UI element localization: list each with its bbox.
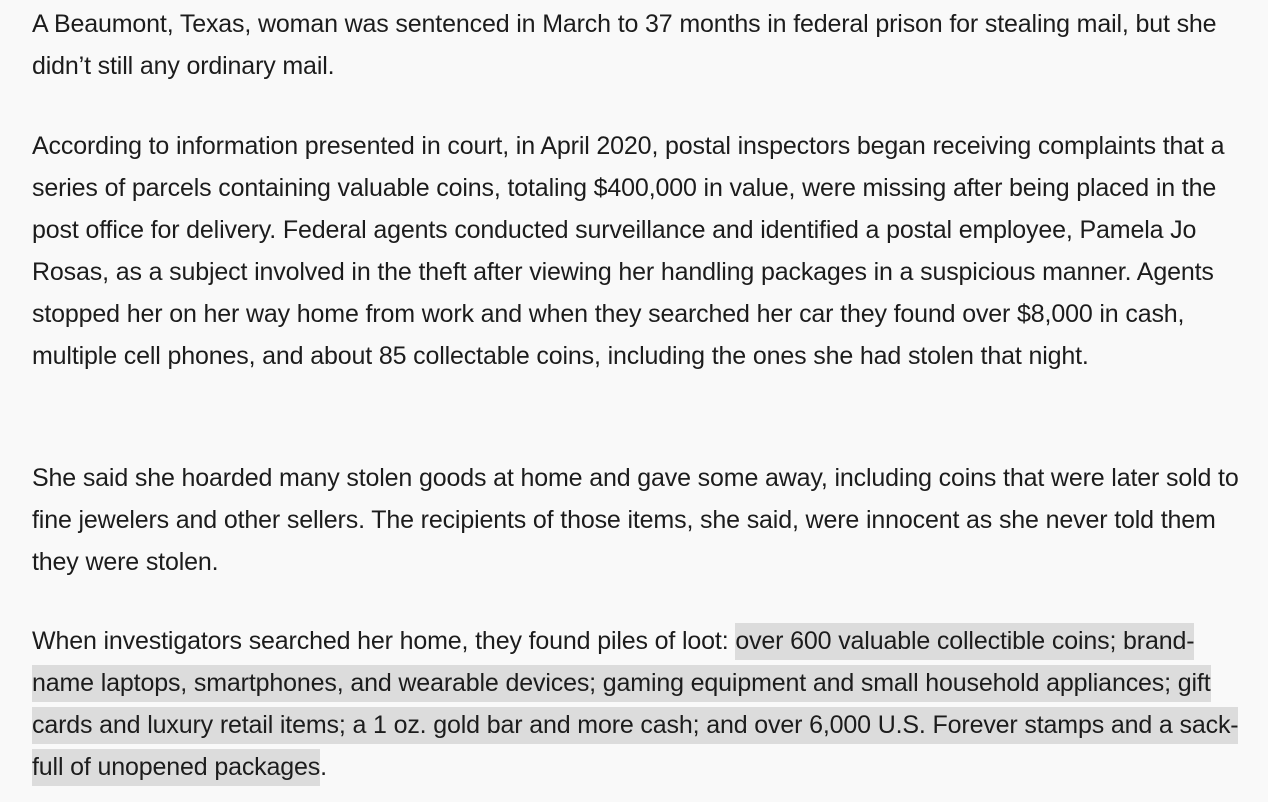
findings-tail-text: . <box>320 753 327 781</box>
findings-lead-text: When investigators searched her home, they found piles of loot: <box>32 627 736 655</box>
paragraph-intro: A Beaumont, Texas, woman was sentenced in March to 37 months in federal prison for stealing mail, but she didn’t still any ordinary mail. <box>32 10 1217 80</box>
highlighted-selection[interactable]: over 600 valuable collectible coins; brand-name laptops, smartphones, and wearable devices; gaming equipment and small household appliances; gift cards and luxury retail items; a 1 oz. gold bar and more cash; and over 6,000 U.S. Forever stamps and a sack-full of unopened packages <box>32 623 1238 786</box>
paragraph-court-info: According to information presented in court, in April 2020, postal inspectors began receiving complaints that a series of parcels containing valuable coins, totaling $400,000 in value, were missing after being placed in the post office for delivery. Federal agents conducted surveillance and identified a postal employee, Pamela Jo Rosas, as a subject involved in the theft after viewing her handling packages in a suspicious manner. Agents stopped her on her way home from work and when they searched her car they found over $8,000 in cash, multiple cell phones, and about 85 collectable coins, including the ones she had stolen that night. <box>32 132 1225 370</box>
paragraph-statement: She said she hoarded many stolen goods at home and gave some away, including coins that were later sold to fine jewelers and other sellers. The recipients of those items, she said, were innocent as she never told them they were stolen. <box>32 464 1239 576</box>
paragraph-search-findings <box>32 620 1247 788</box>
